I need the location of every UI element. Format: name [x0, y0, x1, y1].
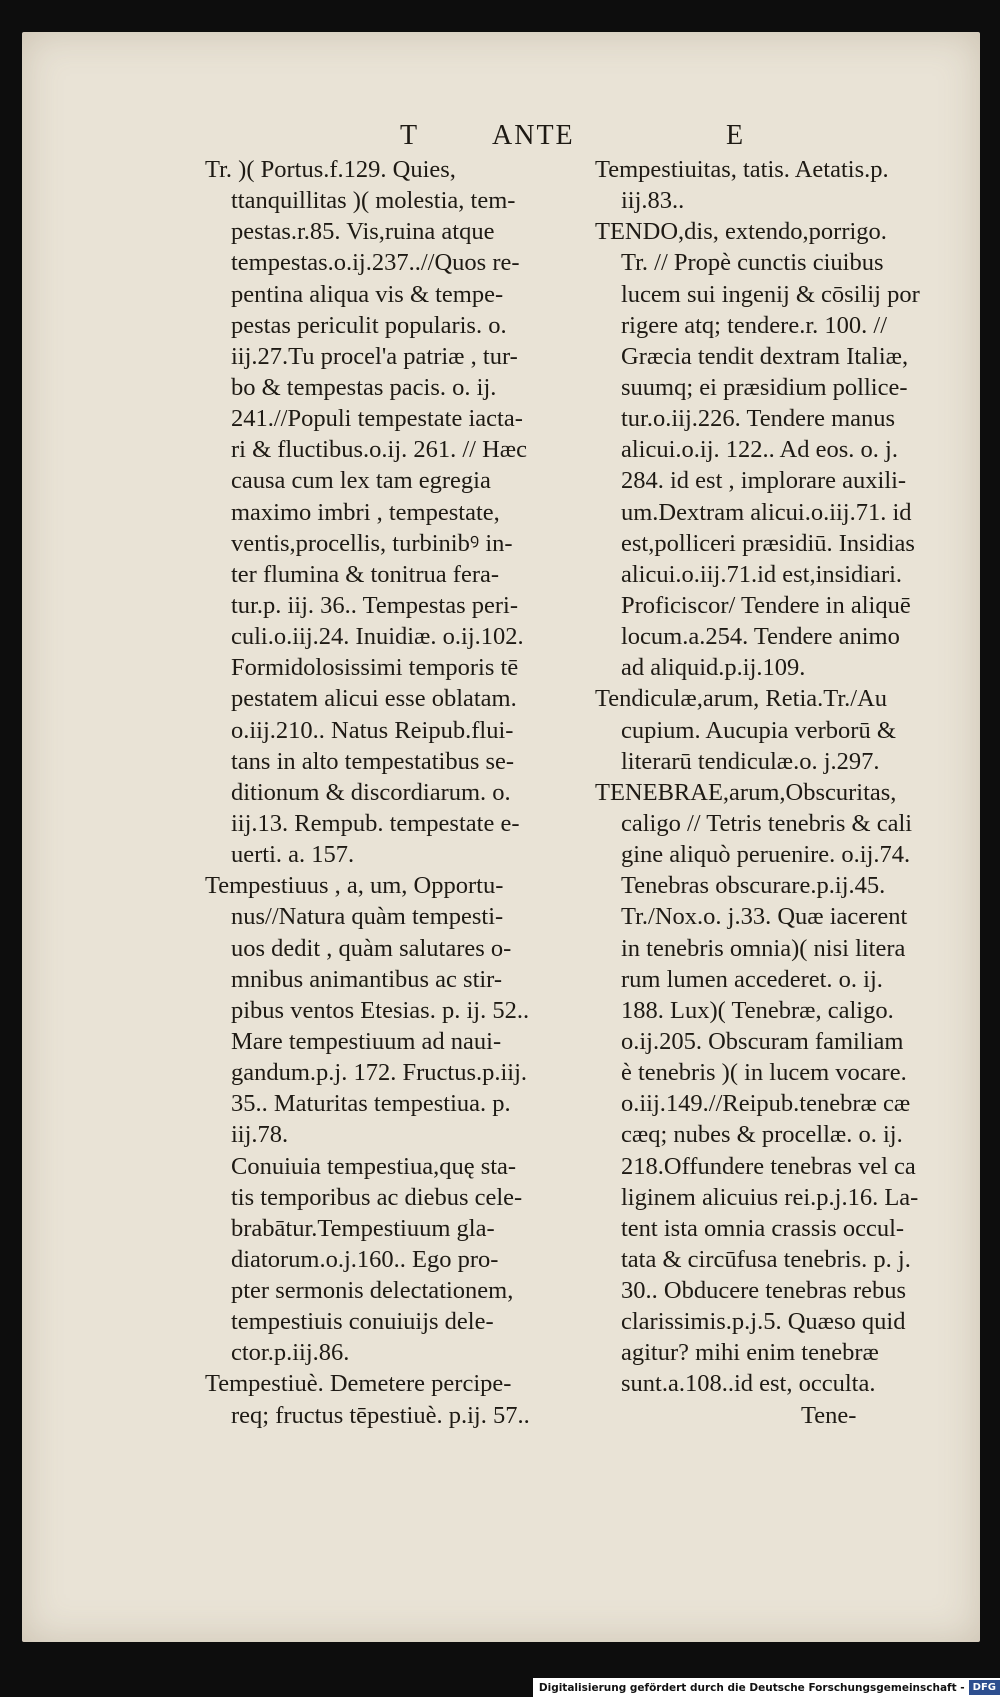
text-line: Proficiscor/ Tendere in aliquē — [621, 591, 911, 619]
text-line: pentina aliqua vis & tempe- — [231, 280, 504, 308]
text-line: 30.. Obducere tenebras rebus — [621, 1277, 907, 1305]
entry-headword-line: TENDO,dis, extendo,porrigo. — [595, 218, 887, 246]
text-line: uerti. a. 157. — [231, 841, 355, 869]
text-line: tur.p. iij. 36.. Tempestas peri- — [231, 591, 519, 619]
text-line: o.ij.205. Obscuram familiam — [621, 1027, 904, 1055]
text-line: è tenebris )( in lucem vocare. — [621, 1059, 907, 1087]
text-line: pestas.r.85. Vis,ruina atque — [231, 218, 495, 246]
running-head-left: T — [400, 120, 420, 151]
text-line: suumq; ei præsidium pollice- — [621, 373, 908, 401]
text-line: o.iij.210.. Natus Reipub.flui- — [231, 716, 514, 744]
text-line: bo & tempestas pacis. o. ij. — [231, 373, 497, 401]
text-line: pestas periculit popularis. o. — [231, 311, 507, 339]
text-line: tempestiuis conuiuijs dele- — [231, 1308, 494, 1336]
text-line: ctor.p.iij.86. — [231, 1339, 350, 1367]
text-line: caligo // Tetris tenebris & cali — [621, 809, 913, 837]
text-line: agitur? mihi enim tenebræ — [621, 1339, 879, 1367]
text-line: Tempestiuè. Demetere percipe- — [205, 1370, 512, 1398]
running-head-center: ANTE — [492, 120, 575, 151]
text-line: brabātur.Tempestiuum gla- — [231, 1214, 495, 1242]
text-line: Conuiuia tempestiua,quę sta- — [231, 1152, 517, 1180]
text-line: Tr. // Propè cunctis ciuibus — [621, 249, 884, 277]
footer-text: Digitalisierung gefördert durch die Deutsche Forschungsgemeinschaft - — [538, 1681, 965, 1694]
text-line: gine aliquò peruenire. o.ij.74. — [621, 841, 911, 869]
text-line: pestatem alicui esse oblatam. — [231, 685, 517, 713]
text-line: ventis,procellis, turbinibꝰ in- — [231, 529, 513, 557]
entry-headword-line: TENEBRAE,arum,Obscuritas, — [595, 778, 897, 806]
text-line: Tempestiuitas, tatis. Aetatis.p. — [595, 156, 889, 183]
text-line: diatorum.o.j.160.. Ego pro- — [231, 1245, 499, 1273]
right-column — [595, 154, 980, 1431]
text-line: lucem sui ingenij & cōsilij por — [621, 280, 920, 308]
text-line: iij.78. — [231, 1121, 289, 1149]
text-line: in tenebris omnia)( nisi litera — [621, 934, 906, 962]
text-line: est,polliceri præsidiū. Insidias — [621, 529, 915, 557]
text-line: alicui.o.iij.71.id est,insidiari. — [621, 560, 903, 588]
text-line: tent ista omnia crassis occul- — [621, 1214, 905, 1242]
text-line: 218.Offundere tenebras vel ca — [621, 1152, 916, 1180]
text-line: tata & circūfusa tenebris. p. j. — [621, 1245, 911, 1273]
text-line: iij.27.Tu procel'a patriæ , tur- — [231, 342, 518, 370]
text-line: Tr. )( Portus.f.129. Quies, — [205, 156, 456, 183]
text-line: causa cum lex tam egregia — [231, 467, 491, 495]
text-line: o.iij.149.//Reipub.tenebræ cæ — [621, 1090, 911, 1118]
text-line: nus//Natura quàm tempesti- — [231, 903, 504, 931]
text-line: mnibus animantibus ac stir- — [231, 965, 503, 993]
text-line: tur.o.iij.226. Tendere manus — [621, 405, 896, 433]
text-line: req; fructus tēpestiuè. p.ij. 57.. — [231, 1401, 530, 1429]
text-line: cupium. Aucupia verborū & — [621, 716, 896, 744]
text-line: 188. Lux)( Tenebræ, caligo. — [621, 996, 894, 1024]
text-line: Græcia tendit dextram Italiæ, — [621, 342, 909, 370]
book-page — [22, 32, 980, 1642]
text-line: Tr./Nox.o. j.33. Quæ iacerent — [621, 903, 908, 931]
text-line: clarissimis.p.j.5. Quæso quid — [621, 1308, 906, 1336]
text-line: locum.a.254. Tendere animo — [621, 623, 900, 651]
text-line: maximo imbri , tempestate, — [231, 498, 500, 526]
text-line: sunt.a.108..id est, occulta. — [621, 1370, 876, 1398]
text-line: uos dedit , quàm salutares o- — [231, 934, 512, 962]
text-line: Tempestiuus , a, um, Opportu- — [205, 872, 504, 900]
dfg-logo: DFG — [969, 1680, 1000, 1695]
text-line: ttanquillitas )( molestia, tem- — [231, 187, 516, 215]
text-line: ri & fluctibus.o.ij. 261. // Hæc — [231, 436, 528, 464]
text-line: 35.. Maturitas tempestiua. p. — [231, 1090, 511, 1118]
text-line: alicui.o.ij. 122.. Ad eos. o. j. — [621, 436, 898, 464]
text-line: pibus ventos Etesias. p. ij. 52.. — [231, 996, 530, 1024]
text-line: Formidolosissimi temporis tē — [231, 654, 519, 682]
text-line: 284. id est , implorare auxili- — [621, 467, 907, 495]
text-line: gandum.p.j. 172. Fructus.p.iij. — [231, 1059, 528, 1087]
text-line: um.Dextram alicui.o.iij.71. id — [621, 498, 912, 526]
text-line: 241.//Populi tempestate iacta- — [231, 405, 523, 433]
text-line: literarū tendiculæ.o. j.297. — [621, 747, 880, 775]
text-line: tans in alto tempestatibus se- — [231, 747, 515, 775]
left-column — [205, 154, 580, 1431]
text-line: pter sermonis delectationem, — [231, 1277, 514, 1305]
text-line: Tenebras obscurare.p.ij.45. — [621, 872, 886, 900]
text-line: rum lumen accederet. o. ij. — [621, 965, 883, 993]
text-line: liginem alicuius rei.p.j.16. La- — [621, 1183, 919, 1211]
text-line: Mare tempestiuum ad naui- — [231, 1027, 502, 1055]
text-line: Tendiculæ,arum, Retia.Tr./Au — [595, 685, 888, 713]
text-line: ad aliquid.p.ij.109. — [621, 654, 806, 682]
text-line: iij.13. Rempub. tempestate e- — [231, 809, 520, 837]
text-line: tis temporibus ac diebus cele- — [231, 1183, 523, 1211]
text-line: cæq; nubes & procellæ. o. ij. — [621, 1121, 903, 1149]
text-line: ter flumina & tonitrua fera- — [231, 560, 500, 588]
running-head-right: E — [726, 120, 746, 151]
text-line: rigere atq; tendere.r. 100. // — [621, 311, 887, 339]
text-line: iij.83.. — [621, 187, 685, 215]
text-line: culi.o.iij.24. Inuidiæ. o.ij.102. — [231, 623, 524, 651]
text-line: tempestas.o.ij.237..//Quos re- — [231, 249, 520, 277]
catchword: Tene- — [801, 1401, 857, 1429]
text-line: ditionum & discordiarum. o. — [231, 778, 511, 806]
digitization-footer — [533, 1678, 1000, 1697]
